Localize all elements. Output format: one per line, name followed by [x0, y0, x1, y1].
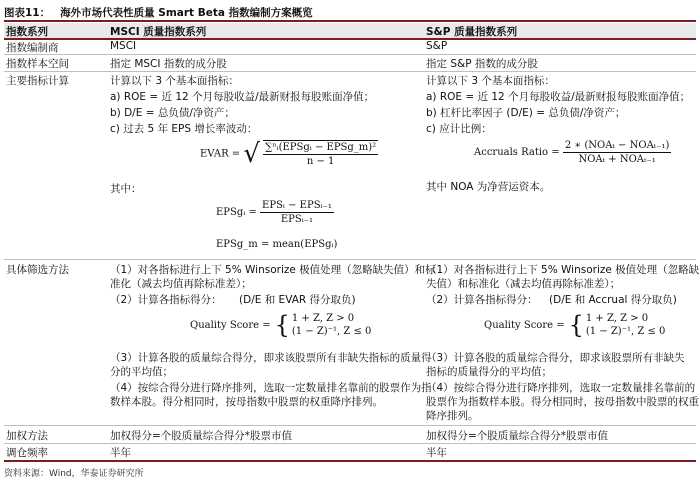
sp-step3-line2: 指标的质量得分的平均值； [426, 366, 552, 378]
msci-metric-evar: c) 过去 5 年 EPS 增长率波动： [110, 123, 258, 135]
sp-publisher: S&P [426, 40, 448, 52]
msci-where-label: 其中： [110, 183, 142, 195]
row-divider [4, 259, 696, 260]
evar-denominator: n − 1 [306, 156, 335, 167]
table-bottom-rule [4, 460, 696, 462]
evar-formula [200, 139, 378, 169]
table-header [4, 23, 696, 38]
evar-numerator: ∑ⁿᵢ(EPSgᵢ − EPSg_m)² [265, 142, 377, 153]
msci-universe: 指定 MSCI 指数的成分股 [110, 58, 227, 70]
sp-metrics-intro: 计算以下 3 个基本面指标： [426, 75, 555, 87]
row-label: 具体筛选方法 [6, 264, 69, 276]
sp-step4-line3: 降序排列。 [426, 410, 479, 422]
msci-step2-note: (D/E 和 EVAR 得分取负) [239, 294, 356, 306]
epsg-fraction [260, 199, 334, 226]
row-divider [4, 71, 696, 72]
sp-universe: 指定 S&P 指数的成分股 [426, 58, 538, 70]
msci-step2-text: （2）计算各指标得分： [110, 294, 222, 306]
sp-qs-case-positive: 1 + Z, Z > 0 [585, 313, 649, 324]
table-row-publisher [4, 40, 696, 54]
msci-step2 [110, 292, 356, 307]
epsgm-formula: EPSg_m = mean(EPSgᵢ) [216, 239, 338, 250]
sp-step2-text: （2）计算各指标得分： [426, 294, 538, 306]
msci-step1-line1: （1）对各指标进行上下 5% Winsorize 极值处理（忽略缺失值）和标 [110, 264, 436, 276]
accruals-numerator: 2 ∗ (NOAₜ − NOAₜ₋₁) [564, 140, 670, 151]
header-col-series: 指数系列 [6, 26, 48, 38]
table-row-metrics [4, 73, 696, 259]
sp-step2-note: (D/E 和 Accrual 得分取负) [549, 294, 677, 306]
row-divider [4, 443, 696, 444]
table-row-rebalance [4, 445, 696, 459]
sp-step1-line2: 失值）和标准化（减去均值再除标准差）； [426, 278, 621, 290]
msci-qs-case-nonpositive: (1 − Z)⁻¹, Z ≤ 0 [291, 326, 372, 337]
sp-step4-line2: 股票作为指数样本股。得分相同时，按母指数中股票的权重 [426, 396, 699, 408]
sp-step4-line1: （4）按综合得分进行降序排列，选取一定数量排名靠前的 [426, 382, 696, 394]
accruals-denominator: NOAₜ + NOAₜ₋₁ [578, 154, 656, 165]
msci-step4-line1: （4）按综合得分进行降序排列，选取一定数量排名靠前的股票作为指 [110, 382, 432, 394]
msci-step4-line2: 数样本股。得分相同时，按母指数中股票的权重降序排列。 [110, 396, 383, 408]
evar-fraction [263, 140, 378, 168]
msci-step3-line1: （3）计算各股的质量综合得分，即求该股票所有非缺失指标的质量得 [110, 352, 432, 364]
row-label: 主要指标计算 [6, 75, 69, 87]
msci-metrics-intro: 计算以下 3 个基本面指标： [110, 75, 239, 87]
msci-qs-lhs: Quality Score = [190, 319, 271, 331]
sp-quality-score-formula [484, 312, 665, 338]
epsg-denominator: EPSᵢ₋₁ [280, 214, 314, 225]
sp-qs-cases [586, 312, 666, 338]
row-divider [4, 425, 696, 426]
sp-noa-note: 其中 NOA 为净营运资本。 [426, 181, 551, 193]
sp-metric-leverage: b) 杠杆比率因子 (D/E) = 总负债/净资产； [426, 107, 626, 119]
table-row-weighting [4, 428, 696, 442]
msci-quality-score-formula [190, 312, 371, 338]
epsg-formula [216, 199, 334, 226]
msci-rebalance: 半年 [110, 447, 131, 459]
evar-lhs: EVAR = [200, 148, 241, 160]
msci-qs-cases [292, 312, 372, 338]
epsg-numerator: EPSᵢ − EPSᵢ₋₁ [262, 200, 332, 211]
figure-title-text: 海外市场代表性质量 Smart Beta 指数编制方案概览 [60, 7, 313, 19]
sp-weighting: 加权得分=个股质量综合得分*股票市值 [426, 430, 609, 442]
row-divider [4, 54, 696, 55]
table-row-screening [4, 262, 700, 424]
msci-metric-roe: a) ROE = 近 12 个月每股收益/最新财报每股账面净值； [110, 91, 375, 103]
sqrt-icon: √ [243, 139, 260, 169]
sp-metric-accruals: c) 应计比例： [426, 123, 492, 135]
row-label: 加权方法 [6, 430, 48, 442]
left-brace-icon: { [274, 311, 290, 339]
sp-qs-lhs: Quality Score = [484, 319, 565, 331]
source-note: 资料来源：Wind，华泰证券研究所 [4, 469, 144, 479]
msci-qs-case-positive: 1 + Z, Z > 0 [291, 313, 355, 324]
table-row-universe [4, 56, 696, 70]
figure-title [4, 4, 696, 21]
header-col-sp: S&P 质量指数系列 [426, 26, 518, 38]
accruals-fraction [563, 139, 672, 166]
sp-metric-roe: a) ROE = 近 12 个月每股收益/最新财报每股账面净值； [426, 91, 691, 103]
msci-publisher: MSCI [110, 40, 137, 52]
header-col-msci: MSCI 质量指数系列 [110, 26, 207, 38]
accruals-formula [474, 139, 671, 166]
title-divider [4, 20, 696, 22]
sp-step1-line1: （1）对各指标进行上下 5% Winsorize 极值处理（忽略缺 [426, 264, 700, 276]
figure-number: 图表11： [4, 7, 51, 19]
msci-metric-de: b) D/E = 总负债/净资产； [110, 107, 235, 119]
msci-step1-line2: 准化（减去均值再除标准差）； [110, 278, 252, 290]
accruals-lhs: Accruals Ratio = [474, 147, 560, 158]
sp-qs-case-nonpositive: (1 − Z)⁻¹, Z ≤ 0 [585, 326, 666, 337]
epsg-lhs: EPSgᵢ = [216, 207, 257, 218]
msci-weighting: 加权得分=个股质量综合得分*股票市值 [110, 430, 293, 442]
msci-step3-line2: 分的平均值； [110, 366, 173, 378]
row-label: 指数编制商 [6, 42, 59, 54]
left-brace-icon: { [568, 311, 584, 339]
row-label: 调仓频率 [6, 447, 48, 459]
sp-rebalance: 半年 [426, 447, 447, 459]
sp-step3-line1: （3）计算各股的质量综合得分，即求该股票所有非缺失 [426, 352, 685, 364]
row-label: 指数样本空间 [6, 58, 69, 70]
sp-step2 [426, 292, 677, 307]
